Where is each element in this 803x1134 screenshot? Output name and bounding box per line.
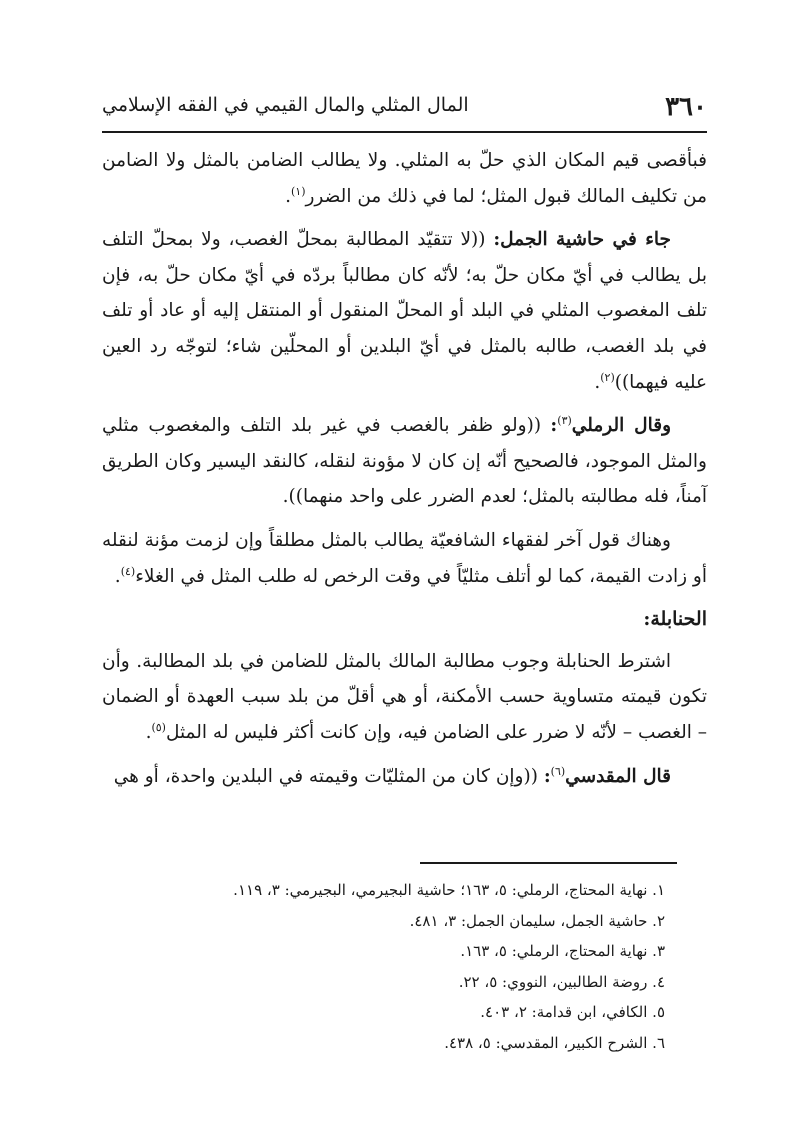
footnote-ref-5[interactable]: (٥) bbox=[151, 720, 166, 734]
page-number: ٣٦٠ bbox=[665, 92, 707, 122]
footnote: ٤. روضة الطالبين، النووي: ٥، ٢٢. bbox=[458, 972, 665, 991]
footnote-ref-4[interactable]: (٤) bbox=[120, 564, 136, 578]
footnote: ٥. الكافي، ابن قدامة: ٢، ٤٠٣. bbox=[480, 1003, 665, 1021]
paragraph-3: وقال الرملي$^{(٣)}$: ((ولو ظفر بالغصب في غير بلد التلف والمغصوب مثلي والمثل الموجود، فالصحيح أنّه إن كان لا مؤونة لنقله، كالنقد اليسير وكان الطريق آمناً، فله مطالبته بالمثل؛ لعدم الضرر على واحد منهما)). bbox=[102, 414, 707, 508]
paragraph-4: وهناك قول آخر لفقهاء الشافعيّة يطالب بالمثل مطلقاً وإن لزمت مؤنة لنقله أو زادت القيمة، كما لو أتلف مثليّاً في وقت الرخص له طلب المثل في الغلاء$^{(٤)}$. bbox=[102, 529, 707, 587]
body-text bbox=[102, 143, 707, 802]
page-header bbox=[102, 88, 707, 128]
footnote-ref-6[interactable]: (٦) bbox=[550, 764, 566, 778]
paragraph-1: فبأقصى قيم المكان الذي حلّ به المثلي. ولا يطالب الضامن بالمثل ولا الضامن من تكليف المالك قبول المثل؛ لما في ذلك من الضرر$^{(١)}$. bbox=[102, 150, 707, 207]
paragraph-5: اشترط الحنابلة وجوب مطالبة المالك بالمثل للضامن في بلد المطالبة. وأن تكون قيمته متساوية حسب الأمكنة، أو هي أقلّ من بلد سبب العهدة أو الضمان – الغصب – لأنّه لا ضرر على الضامن فيه، وإن كانت أكثر فليس له المثل$^{(٥)}$. bbox=[102, 650, 707, 743]
footnotes-list bbox=[102, 875, 707, 1058]
section-heading: الحنابلة: bbox=[643, 608, 707, 631]
running-title: المال المثلي والمال القيمي في الفقه الإسلامي bbox=[102, 94, 469, 116]
footnote: ٦. الشرح الكبير، المقدسي: ٥، ٤٣٨. bbox=[444, 1033, 665, 1052]
footnote: ١. نهاية المحتاج، الرملي: ٥، ١٦٣؛ حاشية البجيرمي، البجيرمي: ٣، ١١٩. bbox=[233, 881, 665, 899]
lead-phrase: وقال الرملي bbox=[571, 415, 671, 437]
lead-phrase: قال المقدسي bbox=[565, 765, 671, 787]
paragraph-6: قال المقدسي$^{(٦)}$: ((وإن كان من المثليّات وقيمته في البلدين واحدة، أو هي bbox=[113, 764, 671, 787]
lead-phrase: جاء في حاشية الجمل: bbox=[493, 229, 671, 251]
footnote-ref-2[interactable]: (٢) bbox=[600, 370, 615, 384]
footnote: ٢. حاشية الجمل، سليمان الجمل: ٣، ٤٨١. bbox=[409, 911, 665, 930]
footnote-separator bbox=[420, 862, 677, 864]
paragraph-2: جاء في حاشية الجمل: ((لا تتقيّد المطالبة بمحلّ الغصب، ولا بمحلّ التلف بل يطالب في أيّ مكان حلّ به؛ لأنّه كان مطالباً بردّه في أيّ مكان حلّ به، فإن تلف المغصوب المثلي في البلد أو المحلّ المنقول أو المنتقل إليه أو عاد أو تلف في بلد الغصب، طالبه بالمثل في أيّ البلدين أو المحلّين شاء؛ لتوجّه رد العين عليه فيهما))$^{(٢)}$. bbox=[102, 229, 707, 393]
footnote-ref-1[interactable]: (١) bbox=[290, 184, 306, 198]
footnote-ref-3[interactable]: (٣) bbox=[557, 414, 572, 427]
footnote: ٣. نهاية المحتاج، الرملي: ٥، ١٦٣. bbox=[460, 942, 665, 960]
header-rule bbox=[102, 131, 707, 133]
